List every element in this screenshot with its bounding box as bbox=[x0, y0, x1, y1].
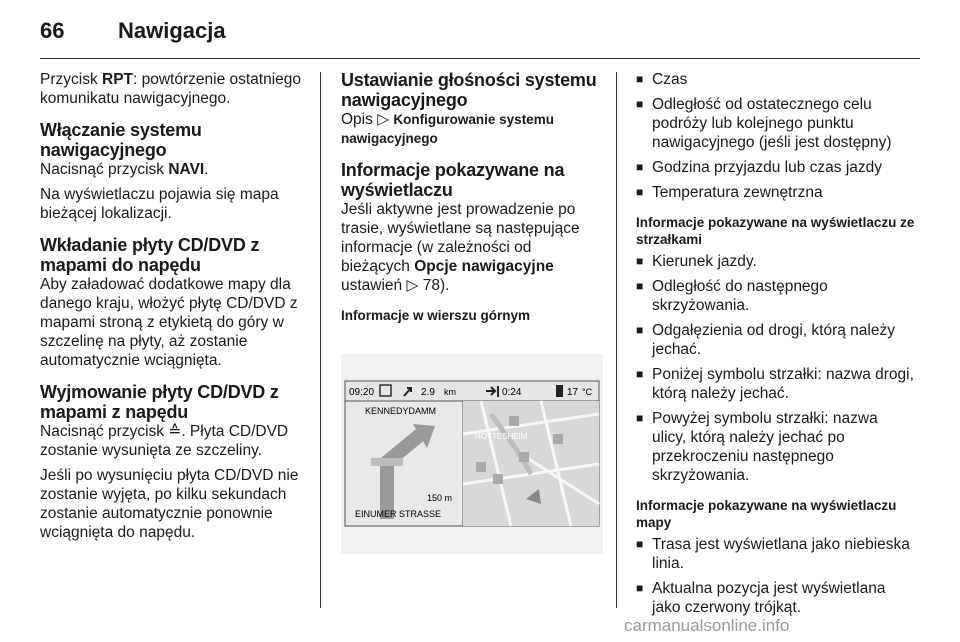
page-number: 66 bbox=[40, 18, 65, 43]
subheading-arrows: Informacje pokazywane na wyświetlaczu ze strzałkami bbox=[636, 215, 915, 247]
navi-key: NAVI bbox=[168, 161, 205, 178]
display-distance: 2.9 bbox=[421, 387, 435, 398]
opis-arrow: ▷ bbox=[377, 111, 390, 128]
navi-paragraph-2: Na wyświetlaczu pojawia się mapa bieżącej lokalizacji. bbox=[40, 186, 279, 222]
opis-paragraph bbox=[341, 110, 603, 148]
subheading-map: Informacje pokazywane na wyświetlaczu mapy bbox=[636, 498, 897, 530]
info-suffix: ustawień ▷ 78). bbox=[341, 277, 450, 294]
list-item: ■ Kierunek jazdy. bbox=[636, 252, 916, 271]
column-divider-2 bbox=[616, 72, 617, 608]
navi-suffix: . bbox=[204, 161, 209, 178]
navigation-display-illustration bbox=[341, 354, 603, 554]
map-list bbox=[636, 535, 916, 617]
arrow-list bbox=[636, 252, 916, 485]
heading-eject-disc: Wyjmowanie płyty CD/DVD z mapami z napędu bbox=[40, 382, 279, 422]
thermometer-icon bbox=[556, 385, 563, 397]
list-item: ■ Poniżej symbolu strzałki: nazwa drogi, którą należy jechać. bbox=[636, 365, 916, 403]
list-item: ■ Odgałęzienia od drogi, którą należy jechać. bbox=[636, 321, 916, 359]
list-item: ■ Czas bbox=[636, 70, 916, 89]
list-item: ■ Odległość do następnego skrzyżowania. bbox=[636, 277, 916, 315]
display-temp: 17 bbox=[567, 387, 579, 398]
eject-paragraph-1: Nacisnąć przycisk ≙. Płyta CD/DVD zostanie wysunięta ze szczeliny. bbox=[40, 423, 289, 459]
list-item: ■ Odległość od ostatecznego celu podróży lub kolejnego punktu nawigacyjnego (jeśli jest dostępny) bbox=[636, 95, 916, 152]
list-item: ■ Temperatura zewnętrzna bbox=[636, 183, 916, 202]
page-header bbox=[40, 16, 920, 56]
display-distance-unit: km bbox=[444, 387, 456, 397]
heading-display-info: Informacje pokazywane na wyświetlaczu bbox=[341, 160, 565, 200]
info-link[interactable]: Opcje nawigacyjne bbox=[414, 258, 554, 275]
column-2 bbox=[341, 70, 603, 328]
insert-paragraph: Aby załadować dodatkowe mapy dla danego kraju, włożyć płytę CD/DVD z mapami stroną z etykietą do góry w szczelinę na płyty, aż zostanie automatycznie wciągnięta. bbox=[40, 276, 298, 369]
subheading-top-row: Informacje w wierszu górnym bbox=[341, 308, 531, 323]
opis-link[interactable]: Konfigurowanie systemu nawigacyjnego bbox=[341, 112, 554, 146]
district-label: HOTTESHEIM bbox=[475, 432, 528, 441]
eject-paragraph-2: Jeśli po wysunięciu płyta CD/DVD nie zostanie wyjęta, po kilku sekundach zostanie automatycznie ponownie wciągnięta do napędu. bbox=[40, 467, 299, 541]
street-bottom: EINUMER STRASSE bbox=[355, 509, 442, 519]
list-item: ■ Trasa jest wyświetlana jako niebieska linia. bbox=[636, 535, 916, 573]
display-temp-unit: °C bbox=[582, 387, 593, 397]
column-3 bbox=[636, 70, 916, 623]
street-top: KENNEDYDAMM bbox=[365, 406, 437, 416]
opis-prefix: Opis bbox=[341, 111, 378, 128]
rpt-key: RPT bbox=[102, 71, 133, 88]
header-rule bbox=[40, 58, 920, 59]
list-item: ■ Aktualna pozycja jest wyświetlana jako czerwony trójkąt. bbox=[636, 579, 916, 617]
turn-distance: 150 m bbox=[427, 493, 453, 503]
watermark: carmanualsonline.info bbox=[624, 616, 790, 635]
heading-insert-disc: Wkładanie płyty CD/DVD z mapami do napędu bbox=[40, 235, 260, 275]
heading-volume: Ustawianie głośności systemu nawigacyjnego bbox=[341, 70, 597, 110]
list-item: ■ Powyżej symbolu strzałki: nazwa ulicy, którą należy jechać po przekroczeniu następnego skrzyżowania. bbox=[636, 409, 916, 485]
navigation-display-figure bbox=[341, 354, 603, 554]
navi-paragraph bbox=[40, 160, 308, 179]
column-divider-1 bbox=[320, 72, 321, 608]
navi-prefix: Nacisnąć przycisk bbox=[40, 161, 169, 178]
heading-navigation-on: Włączanie systemu nawigacyjnego bbox=[40, 120, 202, 160]
rpt-paragraph bbox=[40, 70, 308, 108]
column-1 bbox=[40, 70, 308, 548]
info-prefix: Jeśli aktywne jest prowadzenie po trasie, wyświetlane są następujące informacje (w zależności od bieżących bbox=[341, 201, 580, 275]
rpt-text: : powtórzenie ostatniego komunikatu nawigacyjnego. bbox=[40, 71, 302, 107]
display-time: 09:20 bbox=[349, 387, 375, 398]
display-eta: 0:24 bbox=[502, 387, 522, 398]
list-item: ■ Godzina przyjazdu lub czas jazdy bbox=[636, 158, 916, 177]
display-info-paragraph bbox=[341, 200, 603, 295]
top-row-list bbox=[636, 70, 916, 202]
page-title: Nawigacja bbox=[118, 18, 226, 43]
rpt-prefix: Przycisk bbox=[40, 71, 102, 88]
